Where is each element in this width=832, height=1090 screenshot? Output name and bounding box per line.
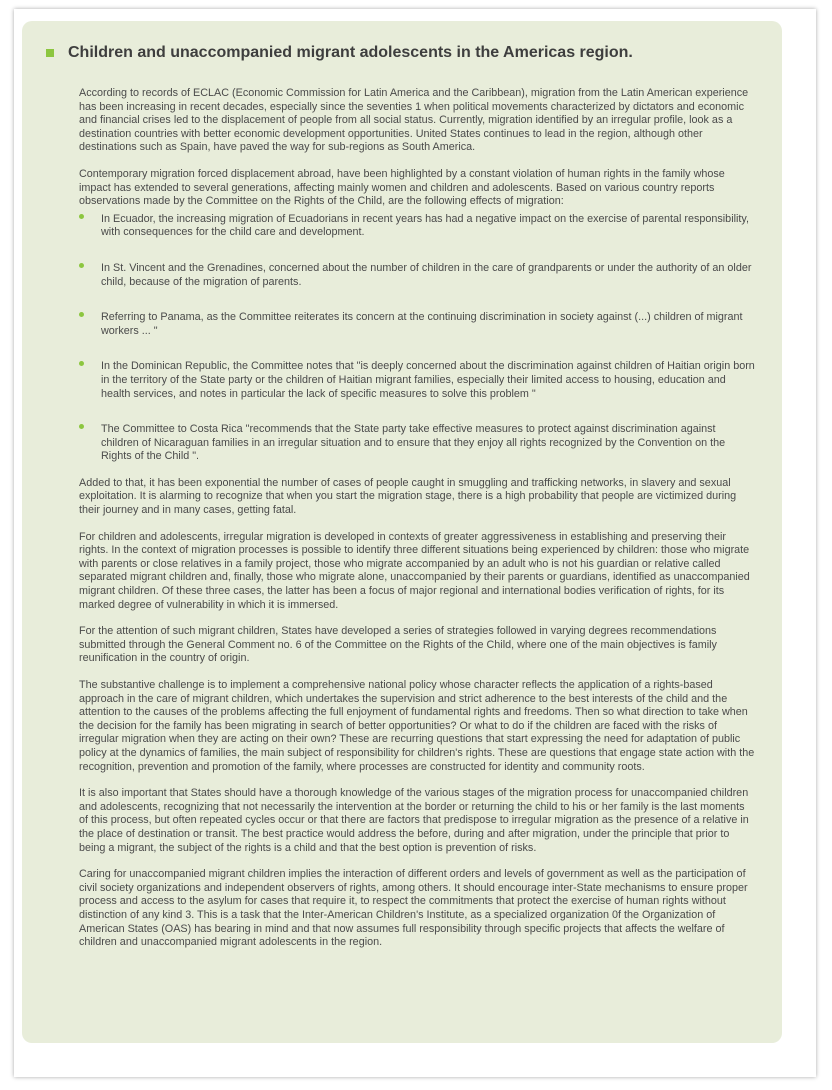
dot-bullet-icon — [79, 361, 84, 366]
list-item — [79, 311, 755, 338]
paragraph: Contemporary migration forced displacement abroad, have been highlighted by a constant violation of human rights in the family whose impact has extended to several generations, affecting mainly women and children and adolescents. Based on various country reports observations made by the Committee on the Rights of the Child, are the following effects of migration: — [79, 167, 725, 208]
paragraph: For children and adolescents, irregular migration is developed in contexts of greater aggressiveness in establishing and preserving their rights. In the context of migration processes is possible to identify three different situations being experienced by children: those who migrate with parents or close relatives in a family project, those who migrate accompanied by an adult who is not his guardian or relative called separated migrant children and, finally, those who migrate alone, unaccompanied by their parents or guardians, identified as unaccompanied migrant children. Of these three cases, the latter has been a focus of major regional and international bodies verification of rights, for its marked degree of vulnerability in which it is immersed. — [79, 530, 750, 611]
list-item-text: In the Dominican Republic, the Committee notes that "is deeply concerned about the discrimination against children of Haitian origin born in the territory of the State party or the children of Haitian migrant families, especially their limited access to housing, education and health services, and notes in particular the lack of specific measures to solve this problem " — [101, 360, 755, 400]
dot-bullet-icon — [79, 424, 84, 429]
list-item — [79, 213, 755, 240]
paragraph: It is also important that States should have a thorough knowledge of the various stages of the migration process for unaccompanied children and adolescents, recognizing that not necessarily the intervention at the border or returning the child to his or her family is the last moments of this process, but often repeated cycles occur or that there are factors that predispose to irregular migration as the presence of a relative in the place of destination or transit. The best practice would address the before, during and after migration, under the principle that prior to being a migrant, the subject of the rights is a child and that the best option is prevention of risks. — [79, 787, 749, 854]
paragraph: For the attention of such migrant children, States have developed a series of strategies followed in varying degrees recommendations submitted through the General Comment no. 6 of the Committee on the Rights of the Child, where one of the main objectives is family reunification in the country of origin. — [79, 625, 717, 665]
article-body — [79, 87, 755, 963]
list-item — [79, 360, 755, 401]
dot-bullet-icon — [79, 214, 84, 219]
list-item — [79, 423, 755, 464]
section-heading — [46, 44, 786, 62]
paragraph: Caring for unaccompanied migrant children implies the interaction of different orders and levels of government as well as the participation of civil society organizations and independent observers of rights, among others. It should encourage inter-State mechanisms to ensure proper process and access to the asylum for cases that require it, to respect the commitments that protect the exercise of human rights without distinction of any kind 3. This is a task that the Inter-American Children's Institute, as a specialized organization 0f the Organization of American States (OAS) has bearing in mind and that now assumes full responsibility through specific projects that affects the welfare of children and unaccompanied migrant adolescents in the region. — [79, 868, 748, 949]
section-title: Children and unaccompanied migrant adolescents in the Americas region. — [68, 44, 633, 61]
paragraph: Added to that, it has been exponential the number of cases of people caught in smuggling and trafficking networks, in slavery and sexual exploitation. It is alarming to recognize that when you start the migration stage, there is a high probability that people are victimized during their journey and in many cases, getting fatal. — [79, 476, 737, 517]
square-bullet-icon — [46, 49, 54, 57]
list-item-text: The Committee to Costa Rica "recommends that the State party take effective measures to protect against discrimination against children of Nicaraguan families in an irregular situation and to ensure that they enjoy all rights recognized by the Convention on the Rights of the Child ". — [101, 423, 726, 463]
paragraph: The substantive challenge is to implement a comprehensive national policy whose character reflects the application of a rights-based approach in the care of migrant children, which undertakes the supervision and strict adherence to the best interests of the child and the attention to the causes of the problems affecting the full enjoyment of fundamental rights and freedoms. Then so what direction to take when the decision for the family has been migrating in search of better opportunities? Or what to do if the children are faced with the risks of irregular migration when they are acting on their own? These are recurring questions that start expressing the need for adaptation of public policy at the dynamics of families, the main subject of responsibility for children's rights. These are questions that engage state action with the recognition, prevention and promotion of the family, where processes are constructed for identity and community roots. — [79, 679, 755, 773]
list-item-text: Referring to Panama, as the Committee reiterates its concern at the continuing discrimination in society against (...) children of migrant workers ... " — [101, 311, 743, 337]
list-item-text: In St. Vincent and the Grenadines, concerned about the number of children in the care of grandparents or under the authority of an older child, because of the migration of parents. — [101, 261, 752, 288]
dot-bullet-icon — [79, 263, 84, 268]
list-item-text: In Ecuador, the increasing migration of Ecuadorians in recent years has had a negative impact on the exercise of parental responsibility, with consequences for the child care and development. — [101, 212, 749, 239]
dot-bullet-icon — [79, 312, 84, 317]
paragraph: According to records of ECLAC (Economic Commission for Latin America and the Caribbean), migration from the Latin American experience has been increasing in recent decades, especially since the seventies 1 when political movements characterized by dictators and economic and financial crises led to the displacement of people from all social status. Currently, migration identified by an irregular profile, look as a destination countries with better economic development opportunities. United States continues to lead in the region, although other destinations such as Spain, have paved the way for sub-regions as South America. — [79, 87, 749, 154]
list-item — [79, 262, 755, 289]
effects-list — [79, 213, 755, 464]
